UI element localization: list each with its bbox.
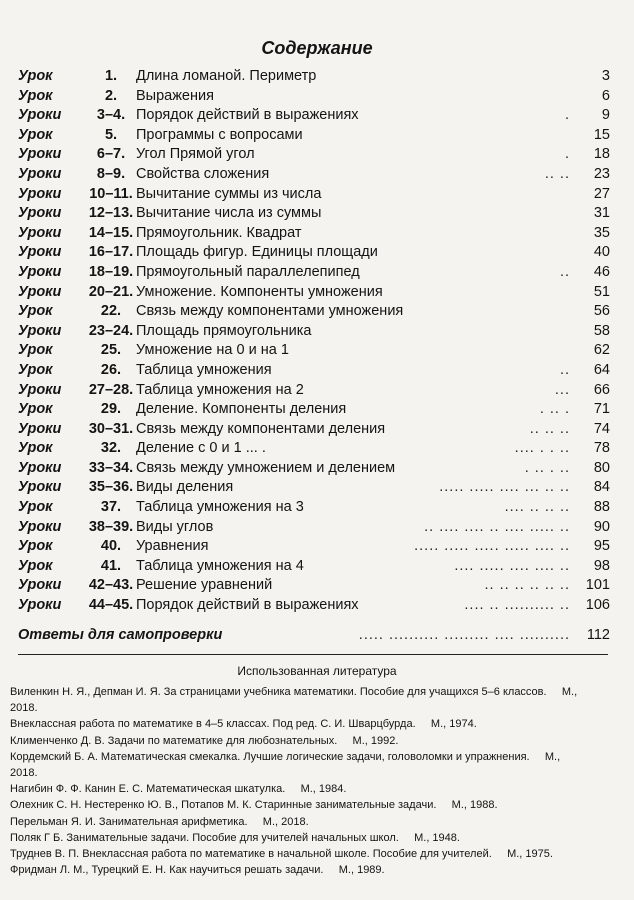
literature-entry: Клименченко Д. В. Задачи по математике для любознательных. М., 1992.: [10, 734, 399, 747]
toc-lesson-kind: Уроки: [18, 479, 62, 496]
toc-row: [18, 185, 618, 205]
toc-lesson-title: Таблица умножения на 2: [136, 381, 304, 398]
toc-lesson-kind: Урок: [18, 440, 53, 457]
toc-lesson-number: 37.: [100, 499, 122, 516]
toc-lesson-kind: Урок: [18, 68, 53, 84]
toc-row: [18, 381, 618, 401]
toc-lesson-title: Свойства сложения: [136, 165, 270, 182]
toc-lesson-number: 23–24.: [88, 322, 134, 339]
answers-label: Ответы для самопроверки: [18, 627, 223, 643]
literature-entry: Внеклассная работа по математике в 4–5 классах. Под ред. С. И. Шварцбурда. М., 1974.: [10, 718, 477, 731]
toc-lesson-number: 42–43.: [88, 577, 134, 594]
toc-lesson-title: Прямоугольник. Квадрат: [136, 224, 302, 241]
answers-page-number: 112: [586, 627, 610, 643]
toc-lesson-kind: Урок: [18, 361, 53, 378]
toc-page-number: 9: [601, 107, 610, 124]
toc-lesson-title: Деление. Компоненты деления: [136, 401, 347, 418]
toc-page-number: 51: [593, 283, 610, 300]
toc-lesson-title: Площадь фигур. Единицы площади: [136, 244, 378, 261]
toc-lesson-number: 41.: [100, 557, 122, 574]
toc-answers-row: [18, 625, 618, 645]
toc-lesson-title: Виды деления: [136, 479, 234, 496]
toc-lesson-kind: Урок: [18, 126, 53, 143]
toc-row: [18, 576, 618, 596]
toc-lesson-title: Умножение. Компоненты умножения: [136, 283, 383, 300]
literature-entry: Перельман Я. И. Занимательная арифметика. М., 2018.: [10, 815, 309, 828]
toc-lesson-number: 6–7.: [96, 146, 126, 163]
page-title: Содержание: [261, 38, 373, 58]
toc-page-number: 74: [593, 420, 610, 437]
toc-row: [18, 106, 618, 126]
toc-leader-dots: ..: [559, 361, 570, 378]
toc-page-number: 27: [593, 185, 610, 202]
toc-row: [18, 126, 618, 146]
toc-lesson-title: Площадь прямоугольника: [136, 322, 312, 339]
toc-lesson-number: 1.: [104, 68, 118, 84]
toc-row: [18, 537, 618, 557]
toc-row: [18, 224, 618, 244]
toc-row: [18, 596, 618, 616]
toc-lesson-number: 16–17.: [88, 244, 134, 261]
toc-lesson-title: Виды углов: [136, 518, 214, 535]
toc-page-number: 15: [593, 126, 610, 143]
toc-lesson-kind: Урок: [18, 538, 53, 555]
toc-lesson-number: 33–34.: [88, 459, 134, 476]
literature-title: Использованная литература: [237, 664, 397, 678]
toc-lesson-kind: Уроки: [18, 597, 62, 614]
toc-lesson-title: Вычитание числа из суммы: [136, 205, 322, 222]
toc-row: [18, 243, 618, 263]
toc-row: [18, 67, 618, 87]
literature-entry: Фридман Л. М., Турецкий Е. Н. Как научиться решать задачи. М., 1989.: [10, 864, 385, 877]
toc-lesson-number: 25.: [100, 342, 122, 359]
toc-row: [18, 87, 618, 107]
toc-lesson-title: Связь между компонентами умножения: [136, 303, 404, 320]
toc-leader-dots: .: [564, 107, 570, 124]
toc-page-number: 31: [593, 205, 610, 222]
toc-lesson-title: Программы с вопросами: [136, 126, 303, 143]
toc-lesson-number: 12–13.: [88, 205, 134, 222]
toc-lesson-kind: Уроки: [18, 244, 62, 261]
toc-leader-dots: ...: [554, 381, 570, 398]
literature-list: [10, 684, 622, 878]
toc-page-number: 80: [593, 459, 610, 476]
toc-lesson-number: 2.: [104, 87, 118, 104]
toc-lesson-number: 40.: [100, 538, 122, 555]
toc-row: [18, 341, 618, 361]
toc-lesson-title: Выражения: [136, 87, 214, 104]
toc-lesson-kind: Урок: [18, 342, 53, 359]
toc-row: [18, 518, 618, 538]
toc-lesson-title: Связь между умножением и делением: [136, 459, 396, 476]
toc-lesson-kind: Уроки: [18, 205, 62, 222]
toc-leader-dots: .. .. .. .. .. ..: [484, 577, 570, 594]
toc-lesson-number: 35–36.: [88, 479, 134, 496]
toc-page-number: 35: [593, 224, 610, 241]
toc-lesson-number: 30–31.: [88, 420, 134, 437]
toc-lesson-title: Прямоугольный параллелепипед: [136, 263, 360, 280]
toc-lesson-title: Умножение на 0 и на 1: [136, 342, 289, 359]
toc-lesson-kind: Урок: [18, 401, 53, 418]
literature-entry: Кордемский Б. А. Математическая смекалка. Лучшие логические задачи, головоломки и упражнения. М., 2018.: [10, 750, 561, 780]
toc-row: [18, 165, 618, 185]
toc-page-number: 58: [593, 322, 610, 339]
toc-page-number: 78: [593, 440, 610, 457]
toc-page-number: 106: [585, 597, 610, 614]
toc-lesson-kind: Уроки: [18, 518, 62, 535]
toc-row: [18, 145, 618, 165]
toc-leader-dots: ..: [559, 263, 570, 280]
toc-lesson-number: 22.: [100, 303, 122, 320]
toc-lesson-kind: Урок: [18, 87, 53, 104]
toc-row: [18, 478, 618, 498]
toc-lesson-number: 44–45.: [88, 597, 134, 614]
toc-page-number: 64: [593, 361, 610, 378]
toc-lesson-number: 14–15.: [88, 224, 134, 241]
toc-page-number: 46: [593, 263, 610, 280]
toc-lesson-title: Вычитание суммы из числа: [136, 185, 322, 202]
toc-lesson-kind: Уроки: [18, 381, 62, 398]
toc-row: [18, 204, 618, 224]
toc-lesson-kind: Уроки: [18, 459, 62, 476]
literature-entry: Олехник С. Н. Нестеренко Ю. В., Потапов М. К. Старинные занимательные задачи. М., 1988.: [10, 799, 498, 812]
toc-row: [18, 439, 618, 459]
toc-lesson-title: Таблица умножения на 4: [136, 557, 304, 574]
toc-row: [18, 459, 618, 479]
toc-lesson-title: Решение уравнений: [136, 577, 273, 594]
toc-lesson-kind: Уроки: [18, 322, 62, 339]
toc-page-number: 84: [593, 479, 610, 496]
toc-page-number: 66: [593, 381, 610, 398]
toc-leader-dots: .... ..... .... .... ..: [454, 557, 570, 574]
toc-row: [18, 283, 618, 303]
toc-lesson-kind: Уроки: [18, 263, 62, 280]
toc-lesson-kind: Уроки: [18, 420, 62, 437]
toc-page-number: 18: [593, 146, 610, 163]
toc-lesson-title: Длина ломаной. Периметр: [136, 68, 317, 84]
toc-lesson-kind: Уроки: [18, 185, 62, 202]
toc-leader-dots: ..... ..... ..... ..... .... ..: [414, 538, 570, 555]
toc-page-number: 62: [593, 342, 610, 359]
toc-leader-dots: .. ..: [544, 165, 570, 182]
toc-lesson-title: Порядок действий в выражениях: [136, 597, 359, 614]
table-of-contents: [18, 67, 618, 616]
toc-lesson-title: Связь между компонентами деления: [136, 420, 386, 437]
toc-lesson-kind: Уроки: [18, 146, 62, 163]
toc-page-number: 40: [593, 244, 610, 261]
toc-lesson-title: Порядок действий в выражениях: [136, 107, 359, 124]
toc-lesson-number: 8–9.: [96, 165, 126, 182]
toc-lesson-kind: Урок: [18, 303, 53, 320]
toc-row: [18, 322, 618, 342]
toc-lesson-kind: Уроки: [18, 283, 62, 300]
toc-page-number: 95: [593, 538, 610, 555]
toc-lesson-number: 18–19.: [88, 263, 134, 280]
toc-lesson-number: 29.: [100, 401, 122, 418]
toc-row: [18, 420, 618, 440]
toc-leader-dots: .. .... .... .. .... ..... ..: [424, 518, 570, 535]
toc-row: [18, 557, 618, 577]
toc-row: [18, 263, 618, 283]
literature-entry: Поляк Г Б. Занимательные задачи. Пособие для учителей начальных школ. М., 1948.: [10, 831, 460, 844]
toc-lesson-number: 5.: [104, 126, 118, 143]
toc-row: [18, 498, 618, 518]
toc-row: [18, 302, 618, 322]
toc-row: [18, 361, 618, 381]
toc-lesson-title: Таблица умножения: [136, 361, 272, 378]
toc-page-number: 98: [593, 557, 610, 574]
answers-leader-dots: ..... .......... ......... .... ..........: [358, 627, 570, 643]
toc-lesson-number: 3–4.: [96, 107, 126, 124]
toc-page-number: 90: [593, 518, 610, 535]
toc-leader-dots: . .. .: [539, 401, 570, 418]
toc-page-number: 23: [593, 165, 610, 182]
toc-lesson-title: Уравнения: [136, 538, 209, 555]
toc-page-number: 71: [593, 401, 610, 418]
toc-row: [18, 400, 618, 420]
toc-lesson-number: 32.: [100, 440, 122, 457]
toc-leader-dots: .. .. ..: [529, 420, 570, 437]
toc-lesson-kind: Уроки: [18, 107, 62, 124]
toc-lesson-number: 20–21.: [88, 283, 134, 300]
toc-leader-dots: . .. . ..: [524, 459, 570, 476]
toc-page-number: 3: [601, 68, 610, 84]
toc-leader-dots: .: [564, 146, 570, 163]
toc-leader-dots: .... .. .. ..: [504, 499, 570, 516]
toc-lesson-kind: Уроки: [18, 577, 62, 594]
toc-lesson-number: 27–28.: [88, 381, 134, 398]
literature-entry: Труднев В. П. Внеклассная работа по математике в начальной школе. Пособие для учителей. М., 1975.: [10, 848, 553, 861]
toc-lesson-kind: Урок: [18, 499, 53, 516]
toc-page-number: 6: [601, 87, 610, 104]
toc-lesson-number: 38–39.: [88, 518, 134, 535]
toc-page-number: 56: [593, 303, 610, 320]
literature-entry: Нагибин Ф. Ф. Канин Е. С. Математическая шкатулка. М., 1984.: [10, 783, 347, 796]
toc-lesson-title: Угол Прямой угол: [136, 146, 255, 163]
toc-leader-dots: .... . . ..: [514, 440, 570, 457]
toc-lesson-kind: Уроки: [18, 224, 62, 241]
toc-lesson-title: Деление с 0 и 1 ... .: [136, 440, 266, 457]
toc-leader-dots: ..... ..... .... ... .. ..: [439, 479, 570, 496]
literature-entry: Виленкин Н. Я., Депман И. Я. За страницами учебника математики. Пособие для учащихся 5–6 классов. М., 2018.: [10, 686, 578, 715]
section-divider: [18, 654, 608, 655]
toc-lesson-number: 26.: [100, 361, 122, 378]
toc-page-number: 88: [593, 499, 610, 516]
toc-page-number: 101: [585, 577, 610, 594]
toc-lesson-kind: Уроки: [18, 165, 62, 182]
toc-lesson-title: Таблица умножения на 3: [136, 499, 304, 516]
toc-leader-dots: .... .. .......... ..: [464, 597, 570, 614]
toc-lesson-number: 10–11.: [89, 185, 133, 202]
toc-lesson-kind: Урок: [18, 557, 53, 574]
